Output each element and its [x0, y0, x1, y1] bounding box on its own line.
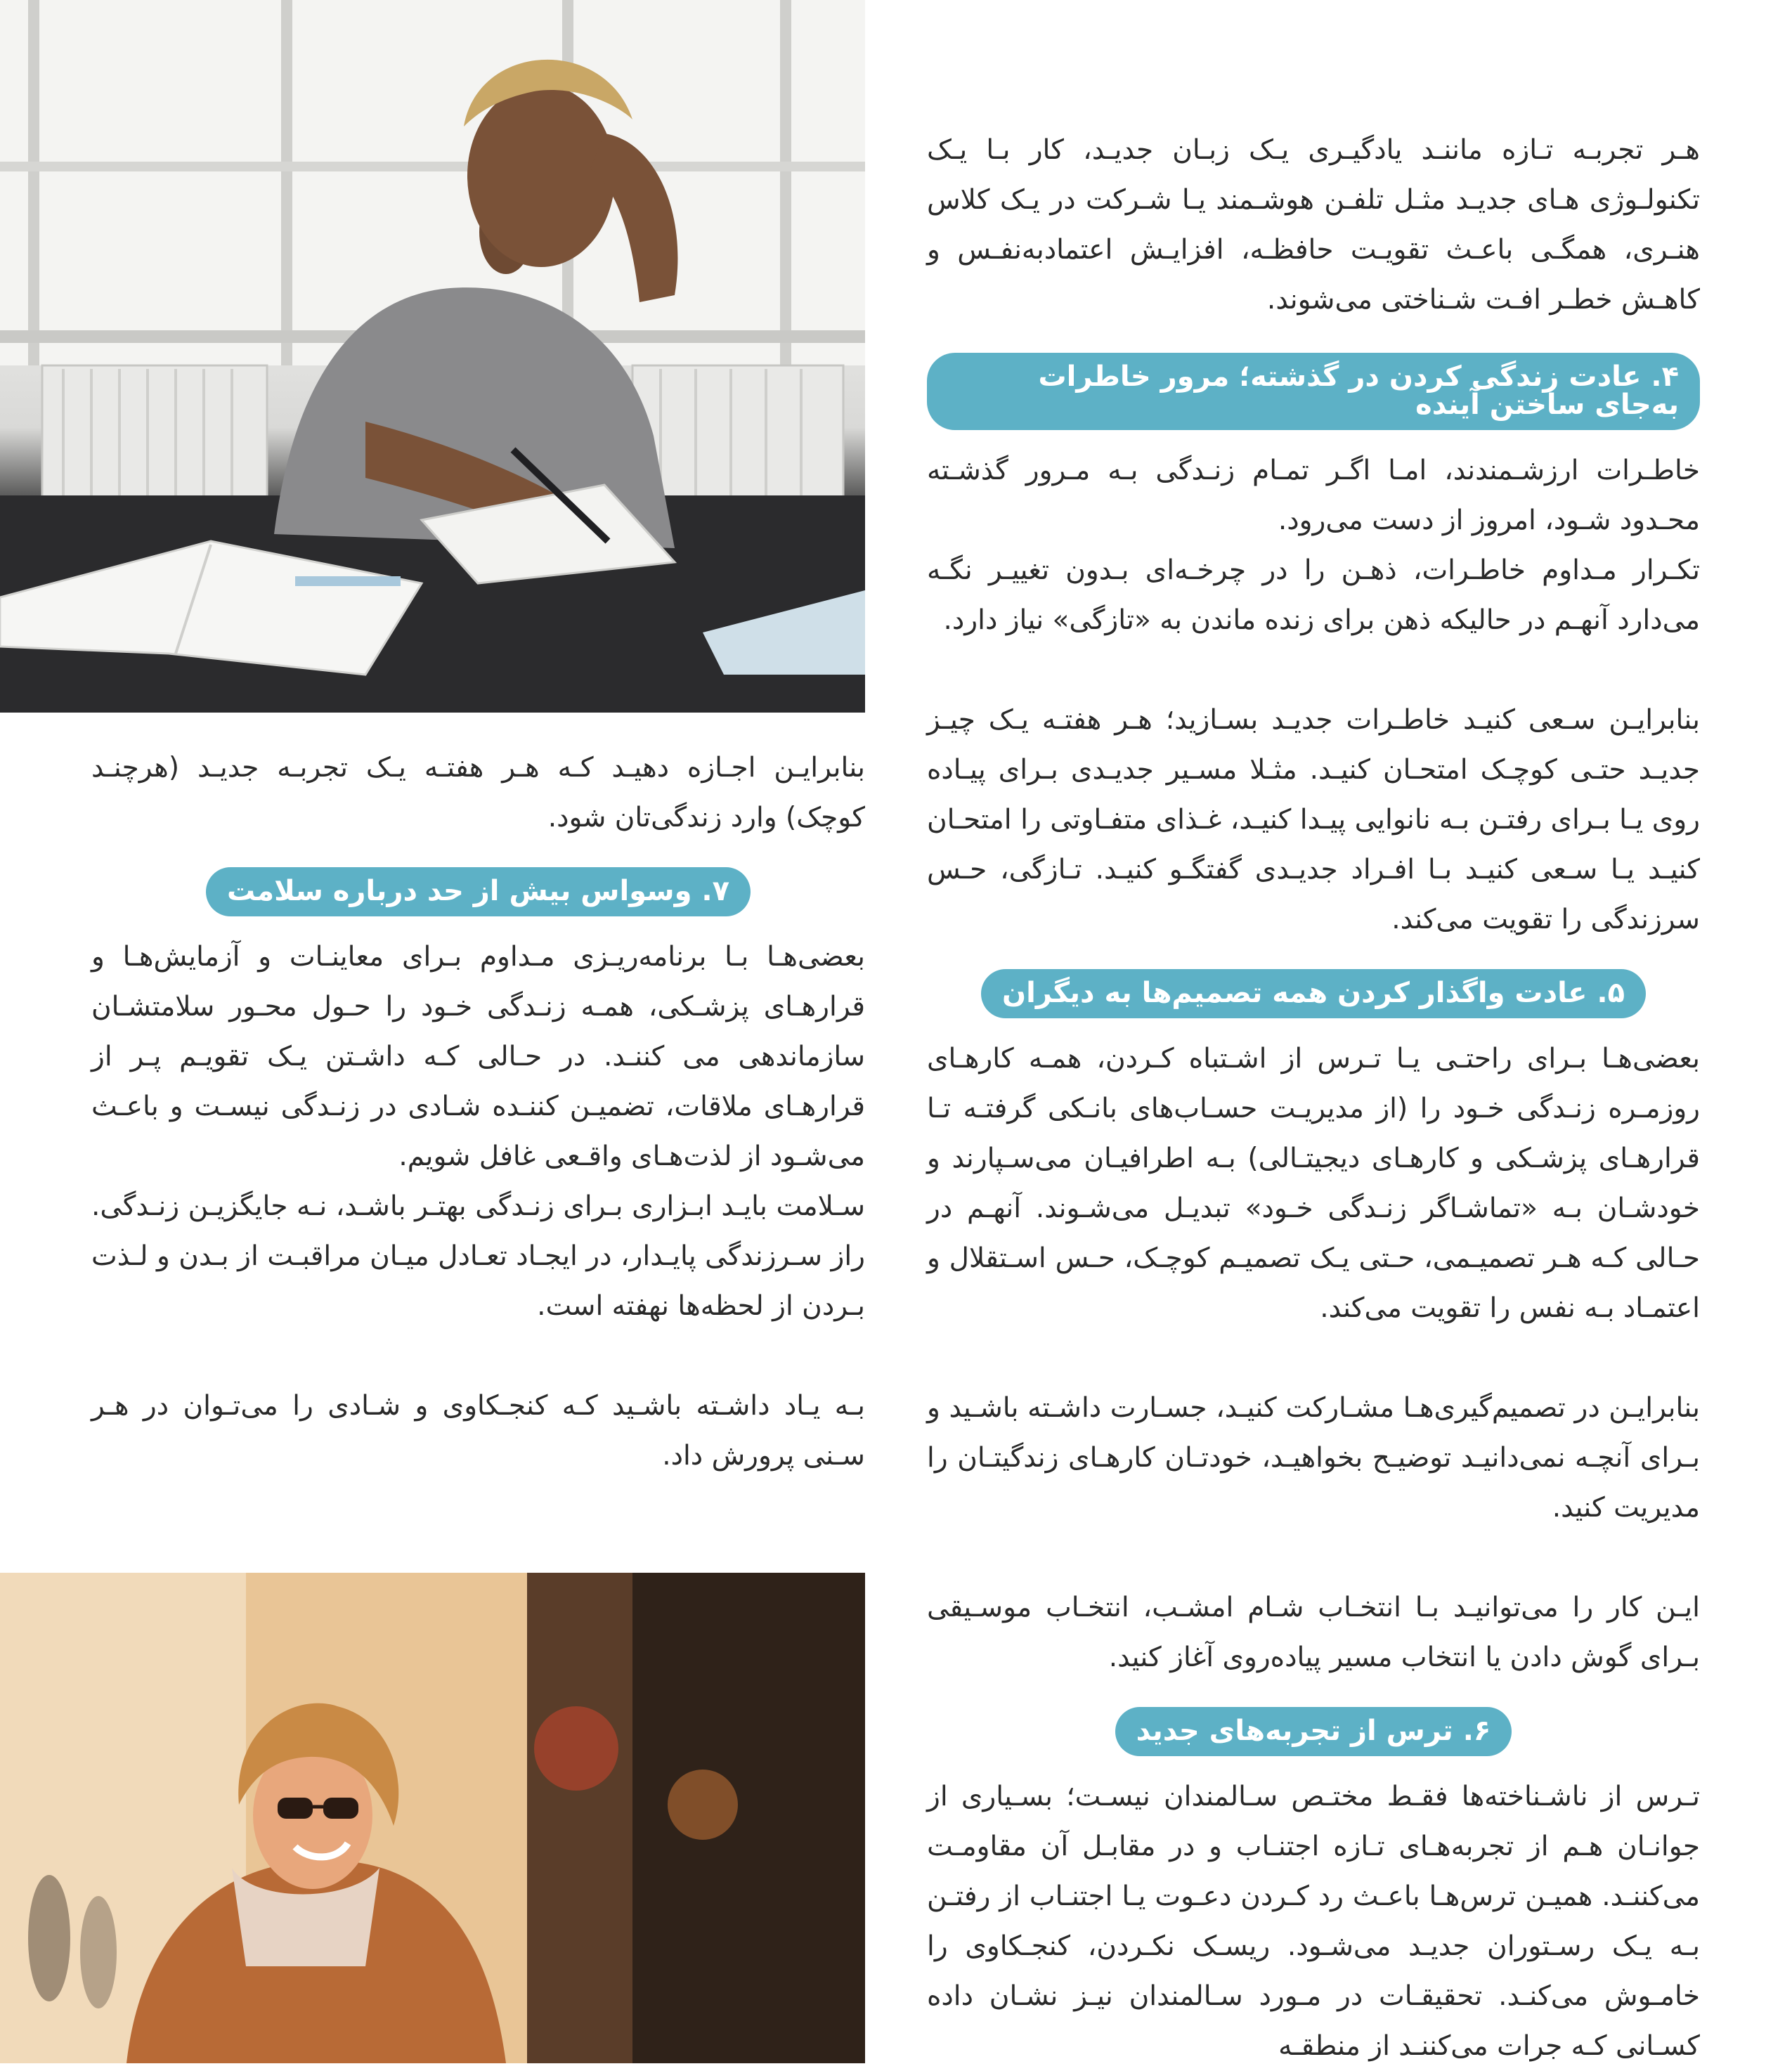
section6-heading-wrap	[927, 1706, 1700, 1756]
section6-heading: ۶. ترس از تجربه‌های جدید	[1115, 1707, 1512, 1756]
right-column	[927, 125, 1700, 2071]
section5-example: ایـن کار را می‌توانیـد بـا انتخـاب شـام امشـب، انتخـاب موسـیقی بـرای گوش دادن یا انتخاب مسیر پیاده‌روی آغاز کنید.	[927, 1592, 1700, 1673]
section7-heading: ۷. وسواس بیش از حد درباره سلامت	[206, 867, 751, 916]
section4-heading: ۴. عادت زندگی کردن در گذشته؛ مرور خاطرات به‌جای ساختن آینده	[927, 353, 1700, 430]
section5-paragraph-1: بعضی‌هـا بـرای راحتـی یـا تـرس از اشـتباه کـردن، همـه کارهـای روزمـره زنـدگی خـود را (از مدیریـت حسـاب‌های بانـکی گرفتـه تـا قرارهـای پزشـکی و کارهـای دیجیتـالی) بـه اطرافیـان می‌سـپارند و خودشـان بـه «تماشـاگر زنـدگی خـود» تبدیـل می‌شـوند. آنهـم در حـالی کـه هـر تصمیـمی، حـتی یـک تصمیـم کوچـک، حـس اسـتقلال و اعتمـاد بـه نفس را تقویت می‌کند.	[927, 1043, 1700, 1324]
section4-advice: بنابرایـن سـعی کنیـد خاطـرات جدیـد بسـازید؛ هـر هفتـه یـک چیـز جدیـد حتـی کوچـک امتحـان کنیـد. مثـلا مسـیر جدیـدی بـرای پیـاده روی یـا بـرای رفتـن بـه نانوایی پیـدا کنیـد، غـذای متفـاوتی را امتحـان کنیـد یـا سـعی کنیـد بـا افـراد جدیـدی گفتگـو کنیـد. تـازگی، حـس سرزندگی را تقویت می‌کند.	[927, 704, 1700, 935]
student-photo	[0, 0, 865, 713]
section4-paragraph-2: تکـرار مـداوم خاطـرات، ذهـن را در چرخـه‌ای بـدون تغییـر نگـه می‌دارد آنهـم در حالیکه ذهن برای زنده ماندن به «تازگی» نیاز دارد.	[927, 554, 1700, 636]
section6-paragraph-1: تـرس از ناشـناخته‌ها فقـط مختـص سـالمندان نیسـت؛ بسـیاری از جوانـان هـم از تجربه‌هـای تـازه اجتنـاب و در مقابـل آن مقاومـت می‌کننـد. همیـن ترس‌هـا باعـث رد کـردن دعـوت یـا اجتنـاب از رفتـن بـه یـک رسـتوران جدیـد می‌شـود. ریسـک نکـردن، کنجـکاوی را خامـوش می‌کنـد. تحقیقـات در مـورد سـالمندان نیـز نشـان داده کسـانی کـه جرات می‌کننـد از منطقـه	[927, 1781, 1700, 2062]
section4-heading-wrap	[927, 353, 1700, 430]
section7-heading-wrap	[91, 866, 865, 916]
section5-heading-wrap	[927, 968, 1700, 1018]
intro-paragraph: هـر تجربـه تـازه ماننـد یادگیـری یـک زبـان جدیـد، کار بـا یـک تکنولـوژی هـای جدیـد مثـل تلفـن هوشـمند یـا شـرکت در یـک کلاس هنـری، همگـی باعـث تقویـت حافظـه، افزایـش اعتمادبه‌نفـس و کاهـش خطـر افـت شـناختی می‌شوند.	[927, 134, 1700, 316]
section7-paragraph-1: بعضی‌هـا بـا برنامه‌ریـزی مـداوم بـرای معاینـات و آزمایش‌هـا و قرارهـای پزشـکی، همـه زنـدگی خـود را حـول محـور سلامتشـان سازماندهی می کننـد. در حـالی کـه داشـتن یـک تقویـم پـر از قرارهـای ملاقات، تضمیـن کننـده شـادی در زنـدگی نیسـت و باعـث می‌شـود از لذت‌هـای واقـعی غافل شویم.	[91, 941, 865, 1172]
section4-paragraph-1: خاطـرات ارزشـمندند، امـا اگـر تمـام زنـدگی بـه مـرور گذشـته محـدود شـود، امروز از دست می‌رود.	[927, 455, 1700, 536]
section5-heading: ۵. عادت واگذار کردن همه تصمیم‌ها به دیگران	[981, 969, 1646, 1018]
spacer	[927, 1533, 1700, 1583]
woman-photo-illustration	[0, 1573, 865, 2063]
woman-photo	[0, 1573, 865, 2063]
left-column	[91, 743, 865, 1481]
spacer	[927, 1333, 1700, 1383]
section5-advice: بنابرایـن در تصمیم‌گیری‌هـا مشـارکت کنیـد، جسـارت داشـته باشـید و بـرای آنچـه نمی‌دانیـد توضیـح بخواهیـد، خودتـان کارهـای زندگیتـان را مدیریت کنید.	[927, 1392, 1700, 1524]
spacer	[91, 1331, 865, 1381]
spacer	[927, 645, 1700, 695]
student-photo-illustration	[0, 0, 865, 713]
carryover-paragraph: بنابرایـن اجـازه دهیـد کـه هـر هفتـه یـک تجربـه جدیـد (هرچنـد کوچک) وارد زندگی‌تان شود.	[91, 752, 865, 833]
section7-paragraph-2: سـلامت بایـد ابـزاری بـرای زنـدگی بهتـر باشـد، نـه جایگزیـن زنـدگی. راز سـرزندگی پایـدار، در ایجـاد تعـادل میـان مراقبـت از بـدن و لـذت بـردن از لحظه‌ها نهفته است.	[91, 1190, 865, 1322]
section7-closing: بـه یـاد داشـته باشـید کـه کنجـکاوی و شـادی را می‌تـوان در هـر سـنی پرورش داد.	[91, 1390, 865, 1472]
